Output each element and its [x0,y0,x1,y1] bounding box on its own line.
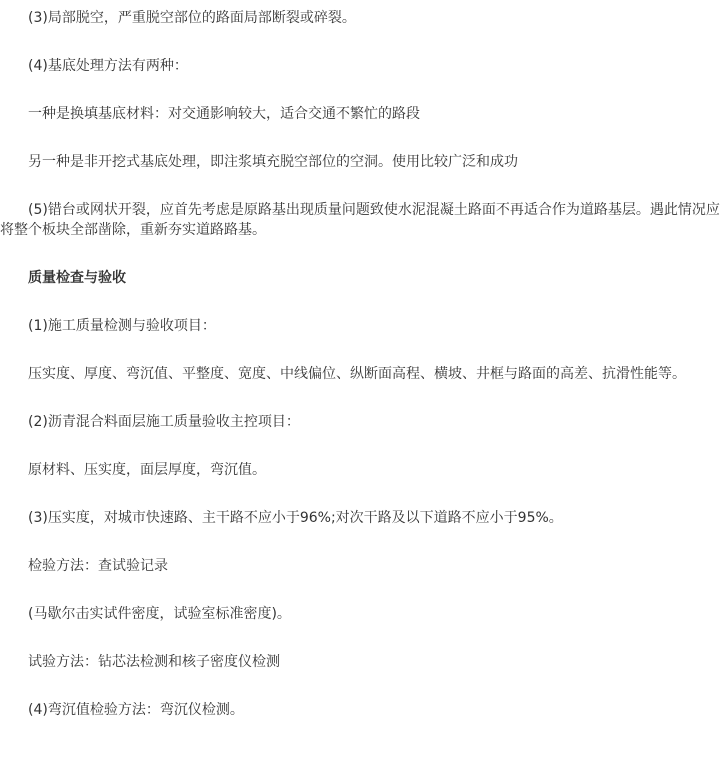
paragraph-replacement-method: 一种是换填基底材料：对交通影响较大，适合交通不繁忙的路段 [28,106,420,122]
paragraph-compaction-requirement: (3)压实度，对城市快速路、主干路不应小于96%;对次干路及以下道路不应小于95%。 [28,510,563,526]
paragraph-inspection-items-intro: (1)施工质量检测与验收项目： [28,318,216,334]
paragraph-asphalt-main-items-intro: (2)沥青混合料面层施工质量验收主控项目： [28,414,300,430]
paragraph-deflection-method: (4)弯沉值检验方法：弯沉仪检测。 [28,702,244,718]
paragraph-faulting-cracking: (5)错台或网状开裂，应首先考虑是原路基出现质量问题致使水泥混凝土路面不再适合作为道路基层。遇此情况应将整个板块全部凿除，重新夯实道路路基。 [0,202,720,238]
paragraph-base-treatment-intro: (4)基底处理方法有两种： [28,58,188,74]
paragraph-test-method: 试验方法：钻芯法检测和核子密度仪检测 [28,654,280,670]
paragraph-grouting-method: 另一种是非开挖式基底处理，即注浆填充脱空部位的空洞。使用比较广泛和成功 [28,154,518,170]
paragraph-inspection-method: 检验方法：查试验记录 [28,558,168,574]
paragraph-local-void: (3)局部脱空，严重脱空部位的路面局部断裂或碎裂。 [28,10,356,26]
paragraph-asphalt-main-items-list: 原材料、压实度，面层厚度，弯沉值。 [28,462,266,478]
paragraph-marshall-density: (马歇尔击实试件密度，试验室标准密度)。 [28,606,291,622]
section-heading-quality-inspection: 质量检查与验收 [28,270,126,286]
paragraph-inspection-items-list: 压实度、厚度、弯沉值、平整度、宽度、中线偏位、纵断面高程、横坡、井框与路面的高差、抗滑性能等。 [28,366,686,382]
